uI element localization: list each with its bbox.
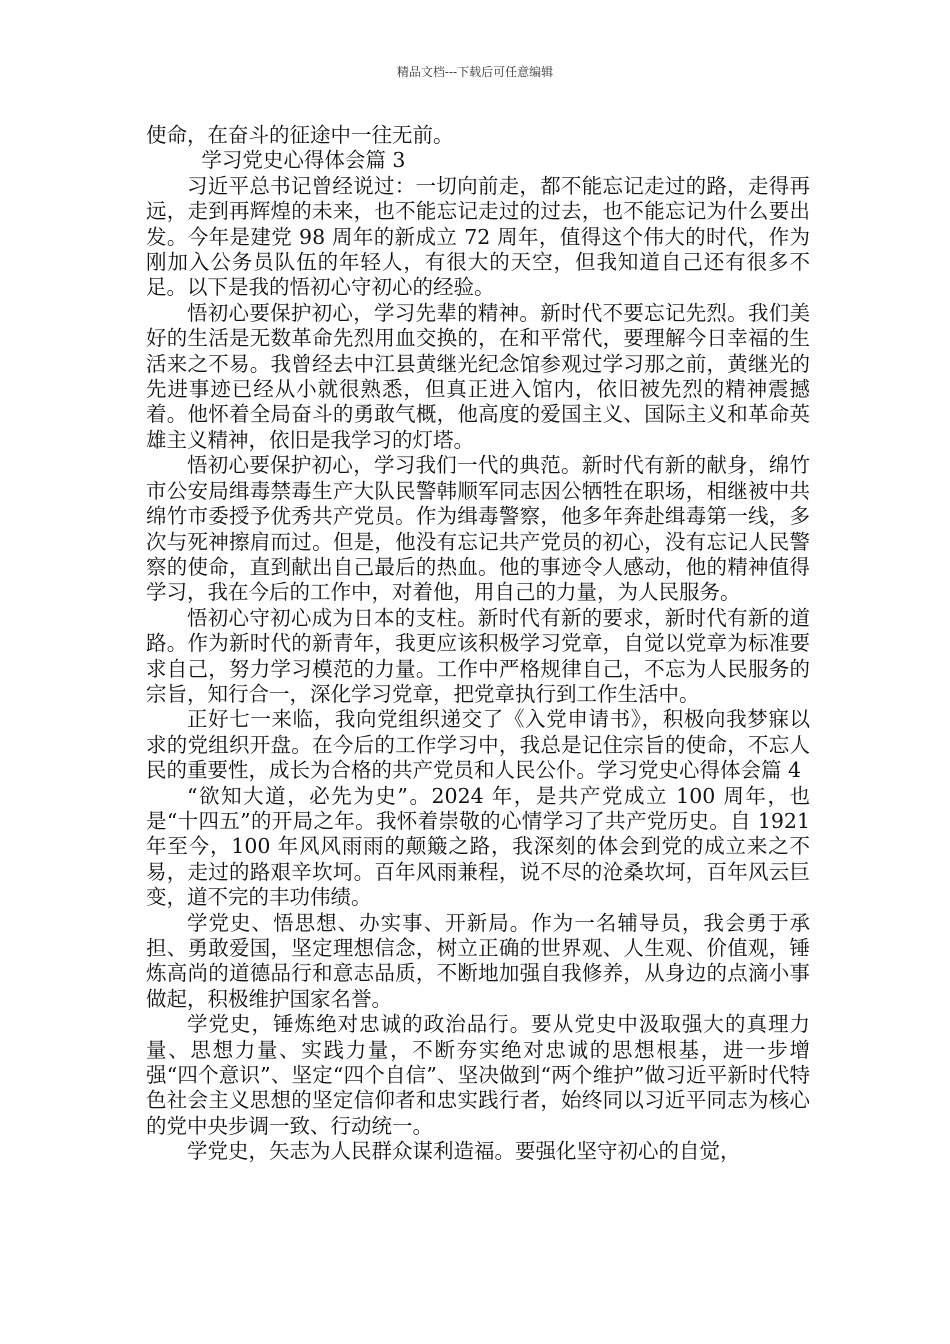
paragraph: “欲知大道，必先为史”。2024 年，是共产党成立 100 周年，也是“十四五”的开局之年。我怀着崇敬的心情学习了共产党历史。自 1921 年至今，100 年风风雨雨的颠簸之路，我深刻的体会到党的成立来之不易，走过的路艰辛坎坷。百年风雨兼程，说不尽的沧桑坎坷，百年风云巨变，道不完的丰功伟绩。 — [146, 783, 810, 910]
paragraph: 正好七一来临，我向党组织递交了《入党申请书》，积极向我梦寐以求的党组织开盘。在今后的工作学习中，我总是记住宗旨的使命，不忘人民的重要性，成长为合格的共产党员和人民公仆。学习党史心得体会篇 4 — [146, 707, 810, 783]
paragraph: 悟初心守初心成为日本的支柱。新时代有新的要求，新时代有新的道路。作为新时代的新青年，我更应该积极学习党章，自觉以党章为标准要求自己，努力学习模范的力量。工作中严格规律自己，不忘为人民服务的宗旨，知行合一，深化学习党章，把党章执行到工作生活中。 — [146, 605, 810, 706]
paragraph: 学党史，锤炼绝对忠诚的政治品行。要从党史中汲取强大的真理力量、思想力量、实践力量，不断夯实绝对忠诚的思想根基，进一步增强“四个意识”、坚定“四个自信”、坚决做到“两个维护”做习近平新时代特色社会主义思想的坚定信仰者和忠实践行者，始终同以习近平同志为核心的党中央步调一致、行动统一。 — [146, 1012, 810, 1138]
page-header: 精品文档---下载后可任意编辑 — [396, 65, 554, 79]
paragraph: 悟初心要保护初心，学习先辈的精神。新时代不要忘记先烈。我们美好的生活是无数革命先烈用血交换的，在和平常代，要理解今日幸福的生活来之不易。我曾经去中江县黄继光纪念馆参观过学习那之前，黄继光的先进事迹已经从小就很熟悉，但真正进入馆内，依旧被先烈的精神震撼着。他怀着全局奋斗的勇敢气概，他高度的爱国主义、国际主义和革命英雄主义精神，依旧是我学习的灯塔。 — [146, 300, 810, 452]
paragraph: 使命，在奋斗的征途中一往无前。 — [146, 123, 454, 147]
paragraph: 习近平总书记曾经说过：一切向前走，都不能忘记走过的路，走得再远，走到再辉煌的未来，也不能忘记走过的过去，也不能忘记为什么要出发。今年是建党 98 周年的新成立 72 周年，值得这个伟大的时代，作为刚加入公务员队伍的年轻人，有很大的天空，但我知道自己还有很多不足。以下是我的悟初心守初心的经验。 — [146, 173, 810, 300]
paragraph: 学党史、悟思想、办实事、开新局。作为一名辅导员，我会勇于承担、勇敢爱国，坚定理想信念，树立正确的世界观、人生观、价值观，锤炼高尚的道德品行和意志品质，不断地加强自我修养，从身边的点滴小事做起，积极维护国家名誉。 — [146, 910, 810, 1011]
paragraph: 学党史，矢志为人民群众谋利造福。要强化坚守初心的自觉， — [187, 1139, 741, 1164]
paragraph: 悟初心要保护初心，学习我们一代的典范。新时代有新的献身，绵竹市公安局缉毒禁毒生产大队民警韩顺军同志因公牺牲在职场，相继被中共绵竹市委授予优秀共产党员。作为缉毒警察，他多年奔赴缉毒第一线，多次与死神擦肩而过。但是，他没有忘记共产党员的初心，没有忘记人民警察的使命，直到献出自己最后的热血。他的事迹令人感动，他的精神值得学习，我在今后的工作中，对着他，用自己的力量，为人民服务。 — [146, 453, 810, 605]
document-body — [146, 123, 810, 1165]
section-heading: 学习党史心得体会篇 3 — [201, 148, 406, 173]
